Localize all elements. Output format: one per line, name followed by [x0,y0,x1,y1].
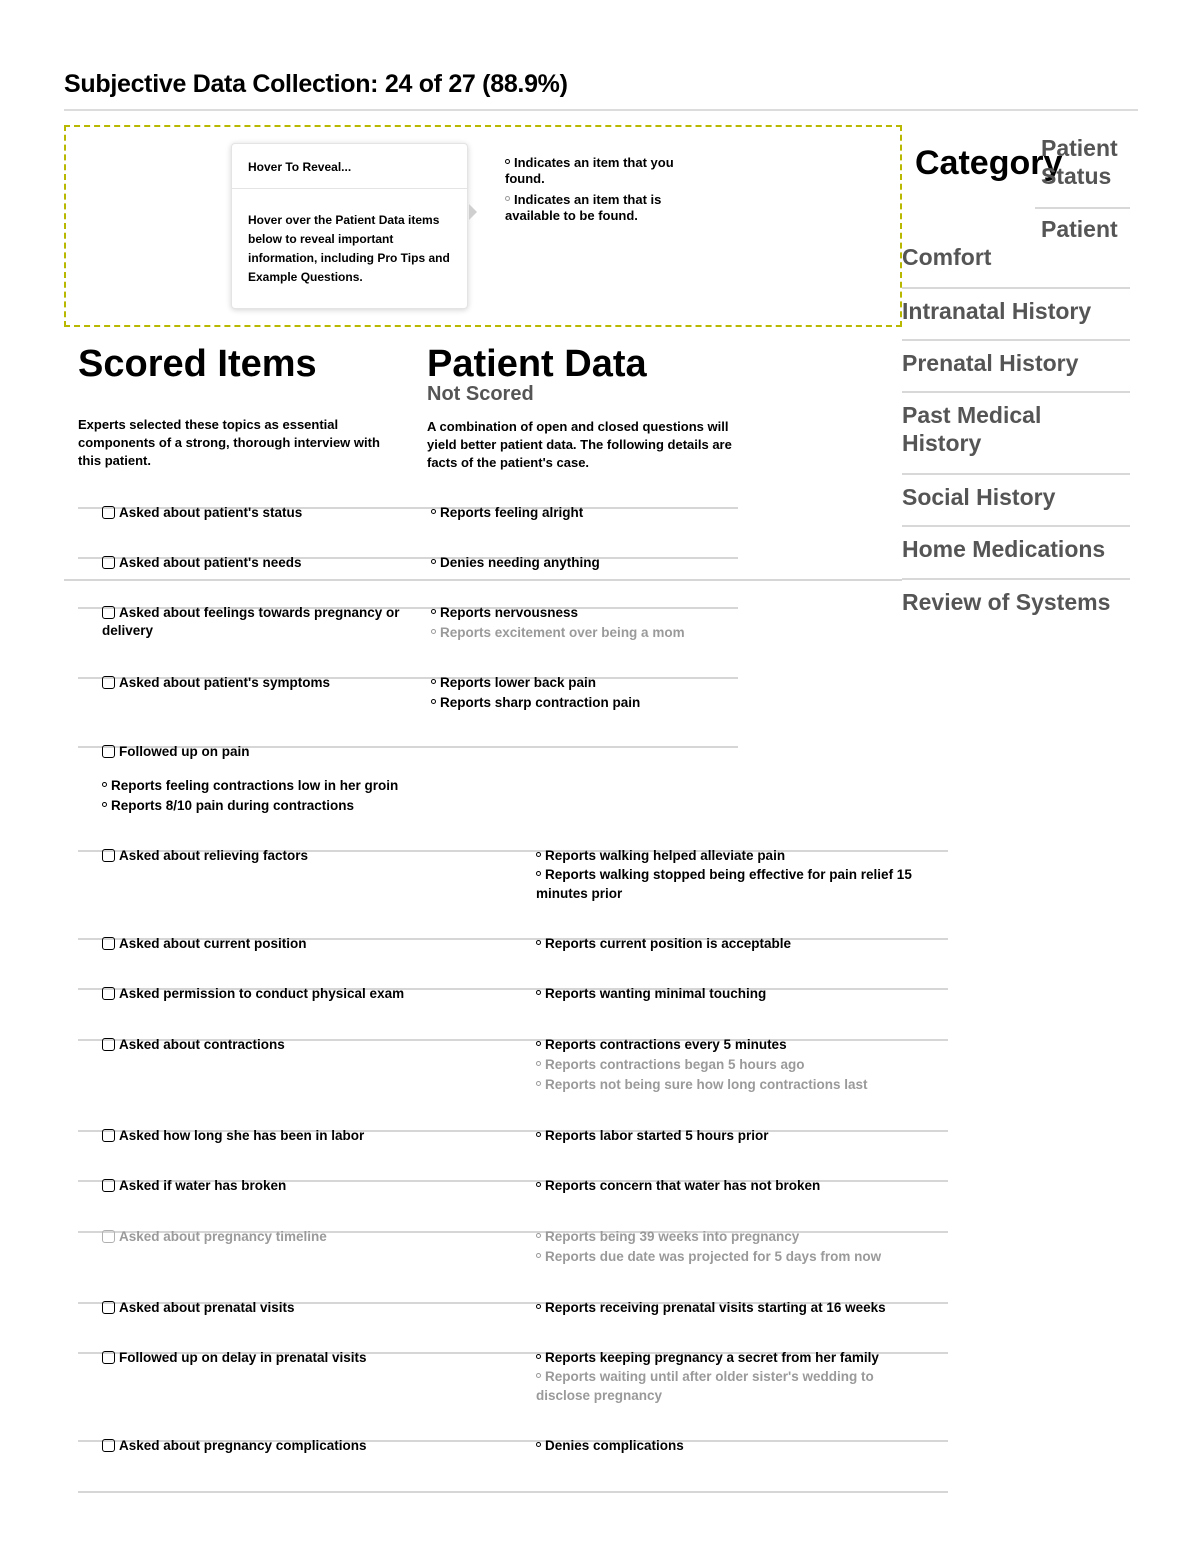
scored-item-label: Asked permission to conduct physical exam [119,986,405,1001]
legend-panel [64,125,902,327]
scored-item[interactable] [102,1299,295,1317]
checkbox-icon [102,556,115,569]
found-dot-icon [431,699,436,704]
scored-item-missed[interactable] [102,1228,327,1246]
patient-data-text: Reports 8/10 pain during contractions [111,798,355,813]
legend-available [505,192,680,224]
scored-item-label: Asked about prenatal visits [119,1300,295,1315]
legend-available-text: Indicates an item that is available to be found. [505,192,662,223]
patient-data-item[interactable] [536,846,936,865]
patient-data-cell [536,1176,820,1196]
available-dot-icon [536,1233,541,1238]
sidebar-divider [902,391,1130,393]
scored-item[interactable] [102,985,404,1003]
sidebar-item-patient-status[interactable]: Patient Status [1041,135,1118,189]
scored-item-label: Asked about contractions [119,1037,285,1052]
patient-data-text: Reports sharp contraction pain [440,695,641,710]
patient-data-text: Denies needing anything [440,555,600,570]
patient-data-item[interactable] [536,1176,820,1196]
sidebar-item-intranatal-history[interactable]: Intranatal History [902,298,1092,324]
scored-item[interactable] [102,743,250,761]
checkbox-icon [102,987,115,1000]
sidebar-item-patient-comfort-cont[interactable]: Comfort [902,244,992,270]
patient-data-item[interactable] [536,934,791,954]
scored-item[interactable] [102,1349,367,1367]
scored-item-label: Asked about patient's symptoms [119,675,331,690]
hover-card-body: Hover over the Patient Data items below to reveal important information, including Pro Tips and Example Questions. [248,213,450,284]
patient-data-cell [536,934,791,954]
scored-item-label: Asked how long she has been in labor [119,1128,365,1143]
patient-data-text: Reports excitement over being a mom [440,625,685,640]
scored-items-description: Experts selected these topics as essential components of a strong, thorough interview with this patient. [78,417,380,468]
hover-card-divider [232,188,467,189]
scored-item-label: Asked about relieving factors [119,848,309,863]
patient-data-cell [536,846,936,903]
patient-data-item[interactable] [536,1126,769,1146]
patient-data-text: Reports concern that water has not broken [545,1178,821,1193]
scored-item-label: Asked about feelings towards pregnancy or delivery [102,605,400,638]
patient-data-item[interactable] [536,1055,868,1075]
scored-item-label: Asked if water has broken [119,1178,287,1193]
patient-data-text: Reports current position is acceptable [545,936,792,951]
patient-data-text: Reports feeling alright [440,505,584,520]
patient-data-text: Reports not being sure how long contractions last [545,1077,868,1092]
patient-data-item[interactable] [431,603,685,623]
patient-data-text: Reports walking helped alleviate pain [545,848,786,863]
patient-data-item[interactable] [102,796,398,816]
found-dot-icon [536,940,541,945]
found-dot-icon [536,852,541,857]
not-scored-subtitle: Not Scored [427,383,534,405]
patient-data-cell [536,984,766,1004]
category-heading: Category [915,144,1063,182]
found-dot-icon [431,679,436,684]
sidebar-item-review-of-systems[interactable]: Review of Systems [902,589,1111,615]
patient-data-cell [431,673,640,713]
found-dot-icon [102,802,107,807]
legend-found [505,155,680,187]
patient-data-cell [536,1298,886,1318]
found-dot-icon [536,1304,541,1309]
pointer-arrow-icon [469,204,477,220]
patient-data-description: A combination of open and closed questions will yield better patient data. The following details are facts of the patient's case. [427,419,732,470]
hover-card-title: Hover To Reveal... [248,160,352,174]
found-dot-icon [536,1182,541,1187]
row-divider [64,579,902,581]
scored-item-label: Followed up on delay in prenatal visits [119,1350,367,1365]
patient-data-text: Reports waiting until after older sister's wedding to disclose pregnancy [536,1369,874,1403]
checkbox-icon [102,1230,115,1243]
patient-data-text: Reports walking stopped being effective for pain relief 15 minutes prior [536,867,912,901]
patient-data-item[interactable] [536,984,766,1004]
sidebar-divider [902,525,1130,527]
scored-item-label: Asked about current position [119,936,307,951]
patient-data-text: Reports lower back pain [440,675,597,690]
scored-item[interactable] [102,1437,367,1455]
sidebar-item-home-medications[interactable]: Home Medications [902,536,1106,562]
checkbox-icon [102,937,115,950]
scored-item[interactable] [102,674,330,692]
scored-item-label: Followed up on pain [119,744,250,759]
sidebar-item-social-history[interactable]: Social History [902,484,1056,510]
patient-data-item[interactable] [536,1367,906,1405]
patient-data-item[interactable] [536,1436,684,1456]
available-dot-icon [536,1373,541,1378]
available-dot-icon [536,1253,541,1258]
scored-item[interactable] [102,1127,364,1145]
patient-data-item[interactable] [536,1227,881,1247]
legend-found-text: Indicates an item that you found. [505,155,674,186]
scored-item[interactable] [102,504,302,522]
patient-data-text: Reports receiving prenatal visits starting at 16 weeks [545,1300,886,1315]
checkbox-icon [102,1038,115,1051]
patient-data-cell [102,776,398,816]
sidebar-divider [902,339,1130,341]
found-dot-icon [431,509,436,514]
checkbox-icon [102,1179,115,1192]
scored-items-heading: Scored Items [78,343,317,385]
patient-data-cell [536,1436,684,1456]
patient-data-item[interactable] [536,1035,868,1055]
patient-data-item[interactable] [102,776,398,796]
found-dot-icon [536,1354,541,1359]
patient-data-text: Reports contractions began 5 hours ago [545,1057,805,1072]
sidebar-divider [1035,207,1130,209]
patient-data-text: Reports due date was projected for 5 days from now [545,1249,882,1264]
checkbox-icon [102,676,115,689]
patient-data-item[interactable] [536,1348,906,1367]
scored-item-label: Asked about patient's status [119,505,303,520]
found-dot-icon [536,871,541,876]
checkbox-icon [102,1439,115,1452]
sidebar-item-prenatal-history[interactable]: Prenatal History [902,350,1079,376]
patient-data-cell [431,503,583,523]
patient-data-cell [536,1348,906,1405]
patient-data-item[interactable] [431,623,685,643]
found-dot-icon [536,1442,541,1447]
patient-data-item[interactable] [536,1298,886,1318]
found-dot-icon [102,782,107,787]
patient-data-cell [536,1126,769,1146]
found-dot-icon [536,1132,541,1137]
scored-item-label: Asked about patient's needs [119,555,302,570]
scored-item-label: Asked about pregnancy timeline [119,1229,327,1244]
patient-data-item[interactable] [431,553,600,573]
found-dot-icon [536,1041,541,1046]
checkbox-icon [102,506,115,519]
checkbox-icon [102,1129,115,1142]
scored-item[interactable] [102,935,307,953]
patient-data-cell [431,603,685,643]
found-dot-icon [431,609,436,614]
found-dot-icon [536,990,541,995]
found-dot-icon [431,559,436,564]
patient-data-text: Reports contractions every 5 minutes [545,1037,787,1052]
available-dot-icon [431,629,436,634]
patient-data-cell [536,1227,881,1267]
available-dot-icon [536,1061,541,1066]
patient-data-text: Reports feeling contractions low in her groin [111,778,399,793]
sidebar-divider [902,473,1130,475]
patient-data-item[interactable] [536,865,936,903]
scored-item[interactable] [102,847,308,865]
available-dot-icon [536,1081,541,1086]
patient-data-item[interactable] [536,1247,881,1267]
checkbox-icon [102,1301,115,1314]
checkbox-icon [102,745,115,758]
patient-data-item[interactable] [536,1075,868,1095]
patient-data-cell [431,553,600,573]
patient-data-item[interactable] [431,693,640,713]
scored-item[interactable] [102,1177,286,1195]
sidebar-divider [902,578,1130,580]
scored-item[interactable] [102,1036,285,1054]
scored-item-label: Asked about pregnancy complications [119,1438,367,1453]
patient-data-item[interactable] [431,673,640,693]
header-divider [64,109,1138,111]
patient-data-text: Reports labor started 5 hours prior [545,1128,769,1143]
checkbox-icon [102,606,115,619]
checkbox-icon [102,849,115,862]
patient-data-cell [536,1035,868,1095]
row-divider [78,1491,948,1493]
sidebar-item-past-medical-history[interactable]: Past Medical History [902,402,1042,456]
patient-data-text: Reports keeping pregnancy a secret from her family [545,1350,879,1365]
patient-data-text: Reports nervousness [440,605,579,620]
sidebar-item-patient-comfort[interactable]: Patient [1041,216,1118,242]
hover-reveal-card [231,143,468,309]
scored-item[interactable] [102,604,402,640]
patient-data-heading: Patient Data [427,343,647,385]
available-dot-icon [505,196,510,201]
patient-data-text: Reports wanting minimal touching [545,986,767,1001]
scored-item[interactable] [102,554,302,572]
checkbox-icon [102,1351,115,1364]
patient-data-text: Denies complications [545,1438,684,1453]
page-title: Subjective Data Collection: 24 of 27 (88.9%) [64,70,568,98]
sidebar-divider [902,287,1130,289]
patient-data-text: Reports being 39 weeks into pregnancy [545,1229,800,1244]
patient-data-item[interactable] [431,503,583,523]
found-dot-icon [505,159,510,164]
